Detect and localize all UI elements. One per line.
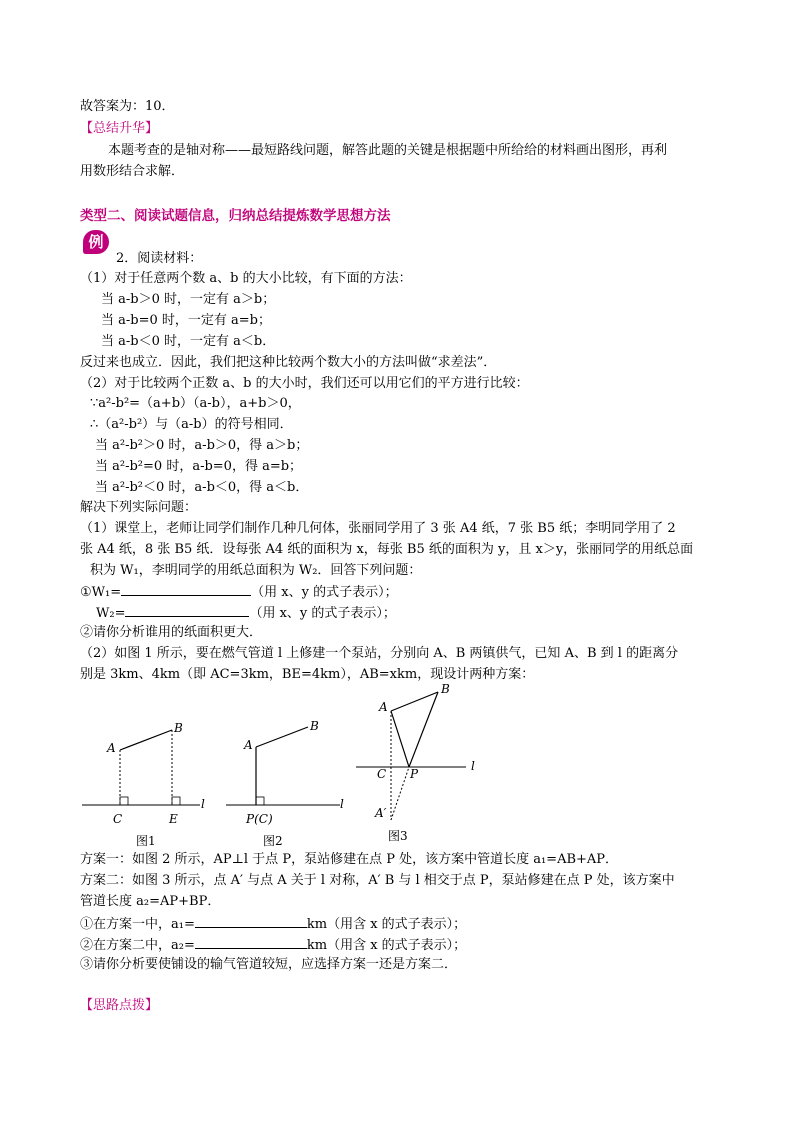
problem-line-23: 方案二：如图 3 所示，点 A′ 与点 A 关于 l 对称，A′ B 与 l 相交于点 P，泵站修建在点 P 处，该方案中 <box>80 873 675 888</box>
problem-line-19: ②请你分析谁用的纸面积更大． <box>80 625 263 640</box>
fig1-label-a: A <box>107 741 116 755</box>
figure-2 <box>226 719 344 848</box>
fig3-segment-bp <box>409 692 438 767</box>
problem-line-13: 解决下列实际问题： <box>80 500 198 515</box>
fig1-right-angle-c <box>120 797 128 805</box>
summary-text-2: 用数形结合求解． <box>80 164 185 179</box>
fig2-caption: 图2 <box>263 834 283 848</box>
section-heading: 类型二、阅读试题信息，归纳总结提炼数学思想方法 <box>80 208 391 224</box>
question-a2 <box>80 935 466 955</box>
fig1-label-b: B <box>174 721 183 735</box>
fig2-label-a: A <box>244 738 253 752</box>
problem-line-27: ③请你分析要使铺设的输气管道较短，应选择方案一还是方案二． <box>80 957 458 972</box>
problem-line-1: 2．阅读材料： <box>116 251 203 266</box>
problem-line-24: 管道长度 a₂=AP+BP． <box>80 894 221 909</box>
a1-label: ①在方案一中，a₁= <box>80 917 195 932</box>
problem-line-7: （2）对于比较两个正数 a、b 的大小时，我们还可以用它们的平方进行比较： <box>80 376 529 391</box>
fig3-label-a: A <box>379 700 388 714</box>
fig2-segment-ab <box>256 727 308 747</box>
problem-line-8: ∵a²-b²=（a+b）（a-b），a+b＞0， <box>90 396 301 411</box>
fig2-label-l: l <box>340 797 344 811</box>
answer-line: 故答案为：10． <box>80 99 175 114</box>
w2-note: （用 x、y 的式子表示）； <box>249 606 396 621</box>
summary-text-1: 本题考查的是轴对称——最短路线问题，解答此题的关键是根据题中所给给的材料画出图形，再利 <box>108 143 668 158</box>
problem-line-9: ∴（a²-b²）与（a-b）的符号相同． <box>90 417 293 432</box>
fig3-segment-ab <box>391 692 438 711</box>
figure-1 <box>82 721 205 848</box>
problem-line-14: （1）课堂上，老师让同学们制作几种几何体，张丽同学用了 3 张 A4 纸，7 张 B5 纸；李明同学用了 2 <box>80 521 676 536</box>
fig1-label-c: C <box>113 812 123 826</box>
a2-blank[interactable] <box>195 935 307 949</box>
figure-3 <box>356 682 475 843</box>
w1-note: （用 x、y 的式子表示）； <box>251 585 398 600</box>
fig1-right-angle-e <box>172 797 180 805</box>
problem-line-10: 当 a²-b²＞0 时，a-b＞0，得 a＞b； <box>95 438 309 453</box>
a2-note: km（用含 x 的式子表示）； <box>306 938 467 953</box>
problem-line-11: 当 a²-b²=0 时，a-b=0，得 a=b； <box>95 459 303 474</box>
w2-label: W₂= <box>96 606 126 621</box>
fig3-label-c: C <box>377 767 387 781</box>
fig3-segment-ap <box>391 711 409 767</box>
fig3-caption: 图3 <box>388 829 408 843</box>
problem-line-16: 积为 W₁，李明同学的用纸总面积为 W₂．回答下列问题： <box>90 563 422 578</box>
problem-line-12: 当 a²-b²＜0 时，a-b＜0，得 a＜b． <box>95 480 309 495</box>
w1-label: ①W₁= <box>80 585 122 600</box>
question-a1 <box>80 914 466 934</box>
fig2-right-angle-p <box>256 797 264 805</box>
problem-line-22: 方案一：如图 2 所示，AP⊥l 于点 P，泵站修建在点 P 处，该方案中管道长度 a₁=AB+AP． <box>80 852 619 867</box>
problem-line-6: 反过来也成立．因此，我们把这种比较两个数大小的方法叫做“求差法”． <box>80 355 497 370</box>
hint-tag: 【思路点拨】 <box>80 998 159 1013</box>
fig3-label-l: l <box>471 759 475 773</box>
example-badge: 例 <box>83 230 109 254</box>
problem-line-20: （2）如图 1 所示，要在燃气管道 l 上修建一个泵站，分别向 A、B 两镇供气，已知 A、B 到 l 的距离分 <box>80 646 679 661</box>
fig3-label-b: B <box>441 682 450 696</box>
a2-label: ②在方案二中，a₂= <box>80 938 195 953</box>
problem-line-5: 当 a-b＜0 时，一定有 a＜b． <box>101 334 276 349</box>
problem-line-15: 张 A4 纸，8 张 B5 纸．设每张 A4 纸的面积为 x，每张 B5 纸的面积为 y，且 x＞y，张丽同学的用纸总面 <box>80 542 694 557</box>
problem-line-4: 当 a-b=0 时，一定有 a=b； <box>101 313 271 328</box>
fig1-label-l: l <box>201 797 205 811</box>
fig3-label-p: P <box>410 767 419 781</box>
a1-note: km（用含 x 的式子表示）； <box>306 917 467 932</box>
problem-line-3: 当 a-b＞0 时，一定有 a＞b； <box>101 292 276 307</box>
fig1-label-e: E <box>169 812 178 826</box>
fig3-segment-a-prime-p <box>391 767 409 820</box>
fig3-label-a-prime: A′ <box>375 806 387 820</box>
fig1-segment-ab <box>120 730 172 750</box>
fig1-caption: 图1 <box>136 834 156 848</box>
fig2-label-pc: P(C) <box>246 812 273 826</box>
summary-tag: 【总结升华】 <box>80 121 159 136</box>
fig2-label-b: B <box>310 719 319 733</box>
problem-line-2: （1）对于任意两个数 a、b 的大小比较，有下面的方法： <box>80 271 412 286</box>
a1-blank[interactable] <box>195 914 307 928</box>
problem-line-21: 别是 3km、4km（即 AC=3km，BE=4km），AB=xkm，现设计两种方案： <box>80 667 535 682</box>
